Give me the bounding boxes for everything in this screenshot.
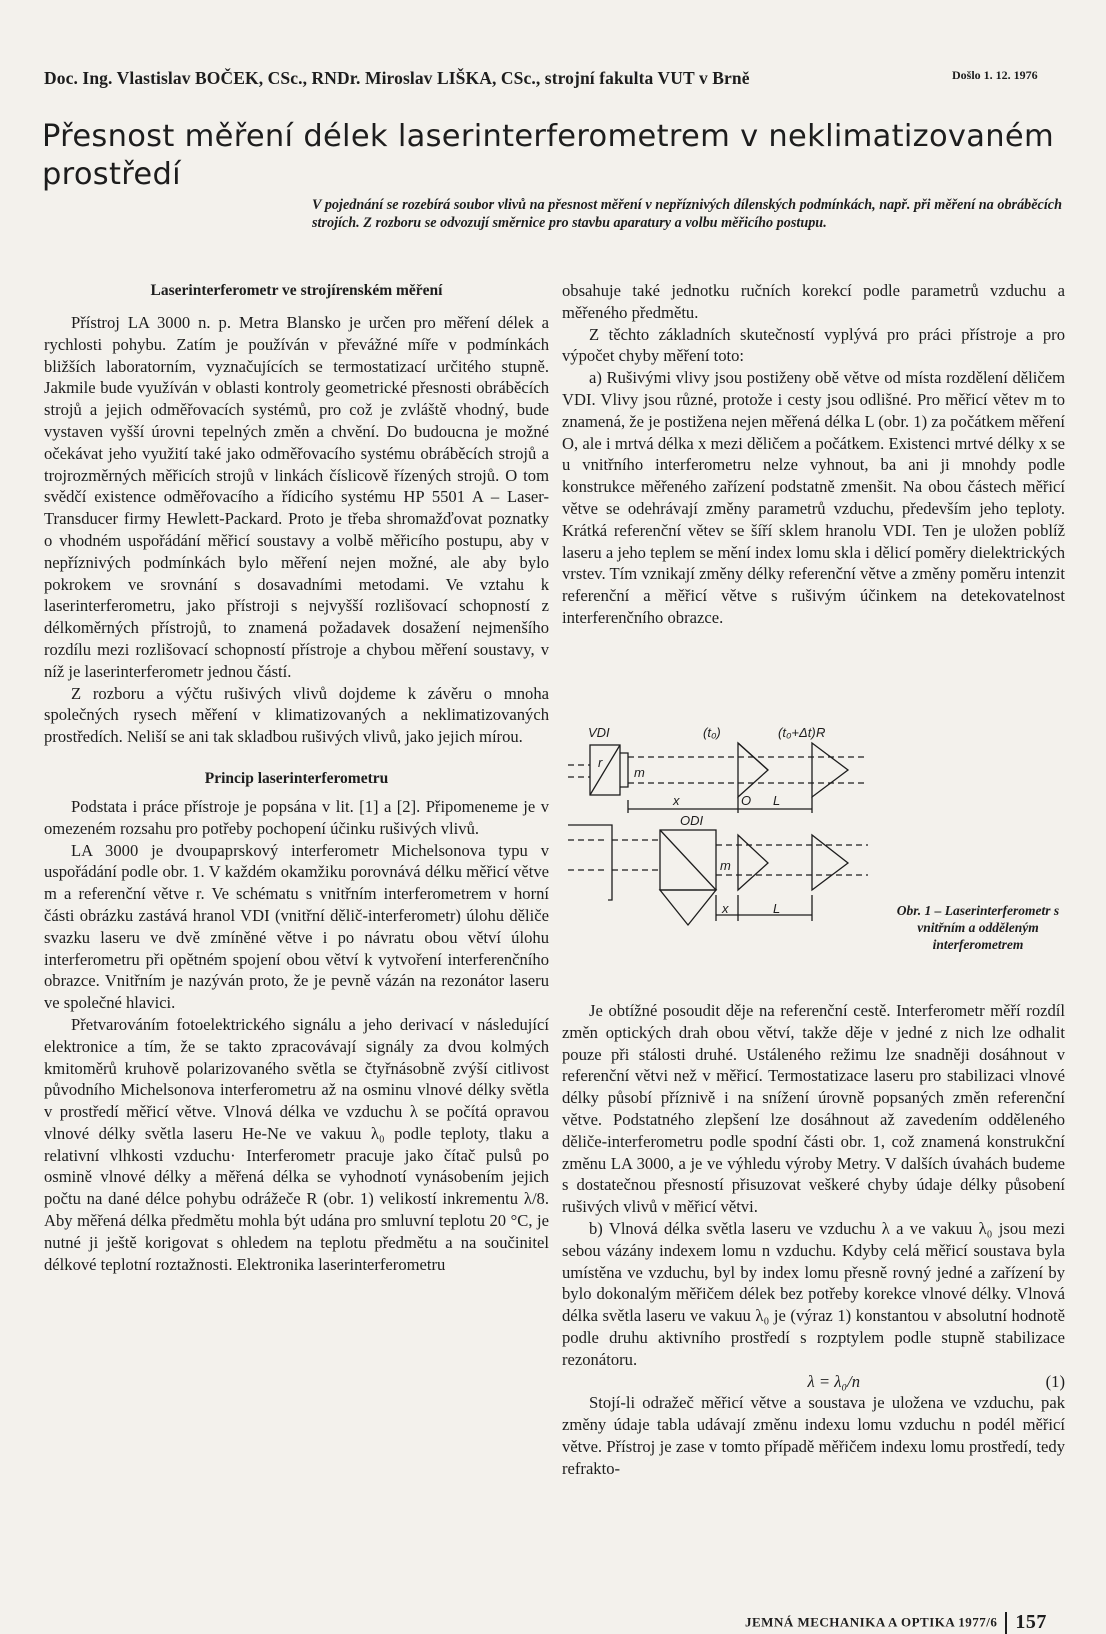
label-r: r — [598, 755, 603, 770]
figure-1-diagram — [568, 725, 888, 983]
label-t1: (t₀+Δt) — [778, 725, 816, 740]
equation-number: (1) — [1045, 1371, 1065, 1391]
label-x-bottom: x — [722, 901, 729, 916]
label-L-bottom: L — [773, 901, 781, 916]
abstract: V pojednání se rozebírá soubor vlivů na přesnost měření v nepříznivých dílenských podmínkách, např. při měření na obráběcích strojích. Z rozboru se odvozují směrnice pro stavbu aparatury a volbu měřicího postupu. — [312, 197, 1062, 231]
received-date: Došlo 1. 12. 1976 — [952, 68, 1038, 82]
left-paragraph-3: Podstata i práce přístroje je popsána v lit. [1] a [2]. Připomeneme je v omezeném rozsahu pro potřeby pochopení účinku rušivých vlivů. — [44, 796, 549, 838]
right-paragraph-5: b) Vlnová délka světla laseru ve vzduchu λ a ve vakuu λ₀ jsou mezi sebou vázány indexem lomu n vzduchu. Kdyby celá měřicí soustava byla umístěna ve vzduchu, byl by index lomu přesně rovný jedné a zařízení by bylo dokonalým měřičem délek bez potřeby korekce vlnové délky. Vlnová délka světla laseru ve vakuu λ₀ je (výraz 1) konstantou v absolutní hodnotě podle druhu aktivního prostředí s rozptylem podle stupně stabilizace rezonátoru. — [562, 1218, 1065, 1369]
article-title: Přesnost měření délek laserinterferometrem v neklimatizovaném prostředí — [42, 119, 1054, 192]
label-odi: ODI — [680, 813, 704, 828]
label-t0: (t₀) — [703, 725, 721, 740]
odi-retro-prism — [660, 890, 716, 925]
left-column — [44, 280, 549, 1275]
authors-line: Doc. Ing. Vlastislav BOČEK, CSc., RNDr. Miroslav LIŠKA, CSc., strojní fakulta VUT v Brně — [44, 68, 750, 88]
equation-formula: λ = λ₀/n — [807, 1371, 861, 1391]
left-paragraph-4: LA 3000 je dvoupaprskový interferometr Michelsonova typu v uspořádání podle obr. 1. V každém okamžiku porovnává délku měřicí větve m a referenční větve r. Ve schématu s vnitřním interferometrem v horní části obrázku zastává hranol VDI (vnitřní dělič-interferometr) úlohu děliče svazku laseru ve dvě zmíněné větve i po návratu obou větví úlohu interferometru při opětném spojení obou větví k vytvoření interferenčního obrazce. Vnitřním je nazýván proto, že je pevně vázán na rezonátor laseru ve společné hlavici. — [44, 840, 549, 1013]
label-O: O — [741, 793, 752, 808]
reflector-bottom-1 — [738, 835, 768, 890]
right-column-bottom — [562, 1000, 1065, 1480]
vdi-split-line — [590, 745, 620, 795]
vdi-bracket — [620, 753, 628, 787]
right-column-top — [562, 280, 1065, 629]
left-paragraph-2: Z rozboru a výčtu rušivých vlivů dojdeme k závěru o mnoha společných rysech měření v klimatizovaných a neklimatizovaných prostředích. Neliší se ani tak skladbou rušivých vlivů, jako jejich mírou. — [44, 683, 549, 747]
label-vdi: VDI — [588, 725, 610, 740]
odi-split-line — [660, 830, 716, 890]
label-L-top: L — [773, 793, 781, 808]
section-heading-laser-measurement: Laserinterferometr ve strojírenském měření — [150, 282, 443, 299]
section-heading-principle: Princip laserinterferometru — [204, 769, 389, 787]
reflector-bottom-2 — [812, 835, 848, 890]
journal-name: JEMNÁ MECHANIKA A OPTIKA 1977/6 — [745, 1614, 998, 1630]
left-paragraph-5: Přetvarováním fotoelektrického signálu a jeho derivací v následující elektronice a tím, že se takto zpracovávají signály za dvou kolmých kmitoměrů kruhově polarizovaného světla se čtyřnásobně zvýší citlivost původního Michelsonova interferometru až na osminu vlnové délky světla v prostředí měřicí větve. Vlnová délka ve vzduchu λ se počítá opravou vlnové délky světla laseru He-Ne ve vakuu λ₀ podle teploty, tlaku a relativní vlhkosti vzduchu· Interferometr pracuje jako čítač pulsů po osmině vlnové délky a měřená délka se vyhodnotí vynásobením jejich počtu na dané délce pohybu odrážeče R (obr. 1) velikostí inkrementu λ/8. Aby měřená délka předmětu mohla být udána pro smluvní teplotu 20 °C, je nutné ji ještě korigovat s ohledem na teplotu předmětu a na součinitel délkové teplotní roztažnosti. Elektronika laserinterferometru — [44, 1014, 549, 1274]
laser-bracket-bottom — [608, 825, 612, 900]
right-paragraph-3: a) Rušivými vlivy jsou postiženy obě větve od místa rozdělení děličem VDI. Vlivy jsou různé, protože i cesty jsou odlišné. Pro měřicí větev m to znamená, že je postižena nejen měřená délka L (obr. 1) za počátkem měření O, ale i mrtvá délka x mezi děličem a počátkem. Existenci mrtvé délky x se u vnitřního interferometru nelze vyhnout, ba ani ji mnohdy podle konstrukce měřeného zařízení podstatně zmenšit. Na obou částech měřicí větve se odehrávají změny parametrů vzduchu, především jeho teploty. Krátká referenční větev se šíří sklem hranolu VDI. Ten je uložen poblíž laseru a jeho teplem se mění index lomu skla i dělicí poměry dielektrických vrstev. Tím vznikají změny délky referenční větve a změny poměru intenzit referenční a měřicí větve s rušivým účinkem na detekovatelnost interferenčního obrazce. — [562, 368, 1065, 627]
figure-caption: Obr. 1 – Laserinterferometr s vnitřním a odděleným interferometrem — [896, 903, 1060, 952]
equation-1 — [562, 1371, 1065, 1393]
right-paragraph-6: Stojí-li odražeč měřicí větve a soustava je uložena ve vzduchu, pak změny údaje tabla udávají změnu indexu lomu vzduchu n podél měřicí větve. Přístroj je zase v tomto případě měřičem indexu lomu prostředí, tedy refrakto- — [562, 1393, 1065, 1478]
left-paragraph-1: Přístroj LA 3000 n. p. Metra Blansko je určen pro měření délek a rychlosti pohybu. Zatím je používán v převážné míře v podmínkách bližších laboratorním, vyznačujících se termostatizací určitého stupně. Jakmile bude využíván v oblasti kontroly geometrické přesnosti obráběcích strojů a jejich odměřovacích systémů, pro což je zvláště vhodný, bude vystaven vyšší úrovni tepelných změn a chvění. Do budoucna je možné očekávat jeho využití také jako odměřovacího systému obráběcích strojů a trojrozměrných měřicích strojů v linkách číslicově řízených strojů. O tom svědčí existence odměřovacího a řídicího systému HP 5501 A – Laser-Transducer firmy Hewlett-Packard. Proto je třeba shromažďovat poznatky o vhodném uspořádání měřicí soustavy a volbě měřicího postupu, aby v nepříznivých podmínkách bylo měření nejen možné, ale aby bylo pokrokem ve srovnání s dosavadními metodami. Ve vztahu k laserinterferometru, jako přístroji s nejvyšší rozlišovací schopností z délkoměrných přístrojů, to znamená požadavek dosažení nejmenšího rozdílu mezi rozlišovací schopností přístroje a chybou měření soustavy, v níž je laserinterferometr jednou částí. — [44, 313, 549, 681]
reflector-R — [812, 743, 848, 797]
label-R: R — [816, 725, 826, 740]
right-paragraph-1: obsahuje také jednotku ručních korekcí podle parametrů vzduchu a měřeného předmětu. — [562, 281, 1065, 322]
right-paragraph-2: Z těchto základních skutečností vyplývá pro práci přístroje a pro výpočet chyby měření toto: — [562, 324, 1065, 366]
label-x-top: x — [673, 793, 680, 808]
page-number: 157 — [1015, 1611, 1047, 1633]
footer-divider — [1005, 1612, 1007, 1634]
label-m-bottom: m — [720, 858, 731, 873]
label-m-top: m — [634, 765, 645, 780]
reflector-t0 — [738, 743, 768, 797]
right-paragraph-4: Je obtížné posoudit děje na referenční cestě. Interferometr měří rozdíl změn optických drah obou větví, takže děje v jedné z nich lze odhalit pouze při stálosti druhé. Ustáleného režimu lze snadněji dosáhnout v referenční větvi než v měřicí. Termostatizace laseru pro stabilizaci vlnové délky působí příznivě i na snížení úrovně popsaných změn referenční větve. Podstatného zlepšení lze dosáhnout až zavedením odděleného děliče-interferometru podle spodní části obr. 1, což znamená konstrukční změnu LA 3000, a je ve výhledu výroby Metry. V dalších úvahách budeme s dostatečnou přesností přisuzovat veškeré chyby údaje délky působení rušivých vlivů v měřicí větvi. — [562, 1001, 1065, 1217]
